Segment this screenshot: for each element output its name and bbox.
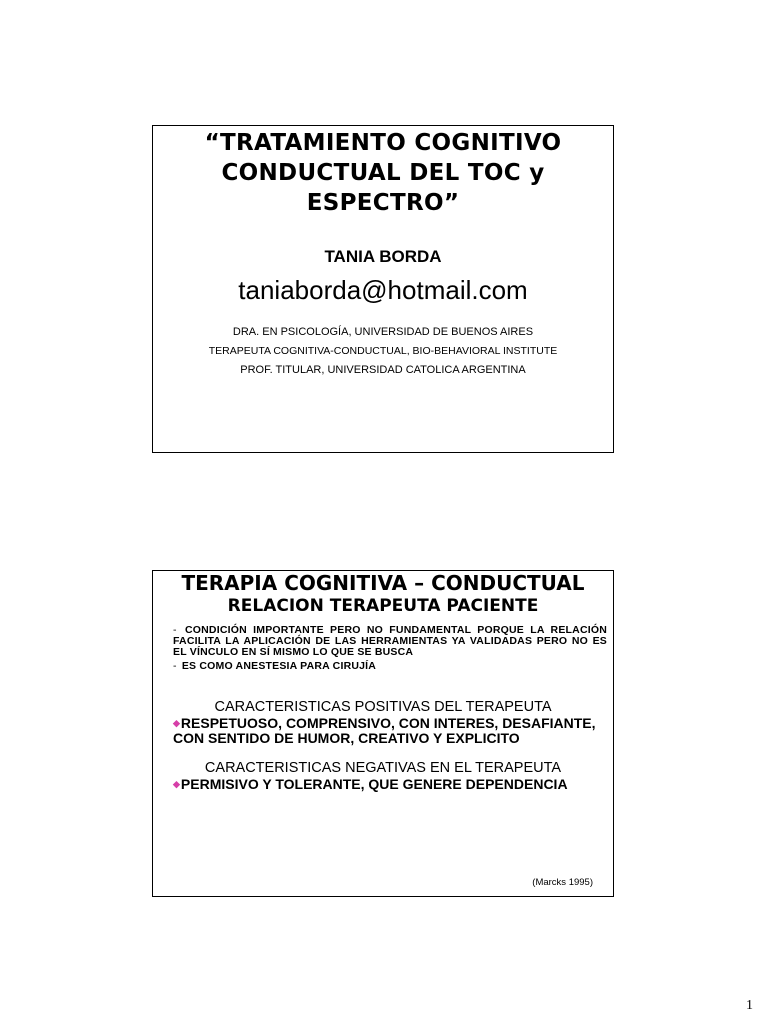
author-email: taniaborda@hotmail.com — [238, 275, 528, 305]
slide-therapist-relationship — [152, 570, 614, 897]
negative-traits-item — [153, 777, 613, 792]
diamond-bullet-icon: ◆ — [173, 779, 180, 789]
page-number: 1 — [746, 998, 753, 1013]
slide-title-card — [152, 125, 614, 453]
credential-line: TERAPEUTA COGNITIVA-CONDUCTUAL, BIO-BEHAVIORAL INSTITUTE — [208, 345, 558, 357]
list-item-text: CONDICIÓN IMPORTANTE PERO NO FUNDAMENTAL PORQUE LA RELACIÓN FACILITA LA APLICACIÓN DE LAS HERRAMIENTAS YA VALIDADAS PERO NO ES EL VÍNCULO EN SÍ MISMO LO QUE SE BUSCA — [173, 624, 607, 658]
slide-title: TERAPIA COGNITIVA – CONDUCTUAL — [181, 571, 585, 595]
dash-marker: - — [173, 660, 177, 672]
dash-marker: - — [173, 624, 177, 636]
slide-subtitle: RELACION TERAPEUTA PACIENTE — [227, 596, 539, 616]
credential-line: DRA. EN PSICOLOGÍA, UNIVERSIDAD DE BUENOS AIRES — [232, 326, 534, 338]
list-item-text: ES COMO ANESTESIA PARA CIRUJÍA — [181, 660, 377, 672]
positive-traits-item — [153, 716, 613, 746]
source-citation: (Marcks 1995) — [532, 877, 593, 888]
credential-line: PROF. TITULAR, UNIVERSIDAD CATOLICA ARGENTINA — [240, 364, 526, 376]
list-item — [153, 661, 613, 672]
list-item — [153, 625, 613, 658]
positive-traits-heading: CARACTERISTICAS POSITIVAS DEL TERAPEUTA — [214, 699, 552, 715]
negative-traits-text: PERMISIVO Y TOLERANTE, QUE GENERE DEPENDENCIA — [180, 776, 568, 792]
presentation-title: “TRATAMIENTO COGNITIVO CONDUCTUAL DEL TOC y ESPECTRO” — [204, 130, 562, 216]
positive-traits-text: RESPETUOSO, COMPRENSIVO, CON INTERES, DESAFIANTE, CON SENTIDO DE HUMOR, CREATIVO Y EXPLICITO — [173, 715, 596, 746]
negative-traits-heading: CARACTERISTICAS NEGATIVAS EN EL TERAPEUTA — [204, 760, 562, 776]
author-name: TANIA BORDA — [324, 247, 442, 266]
diamond-bullet-icon: ◆ — [173, 718, 180, 728]
